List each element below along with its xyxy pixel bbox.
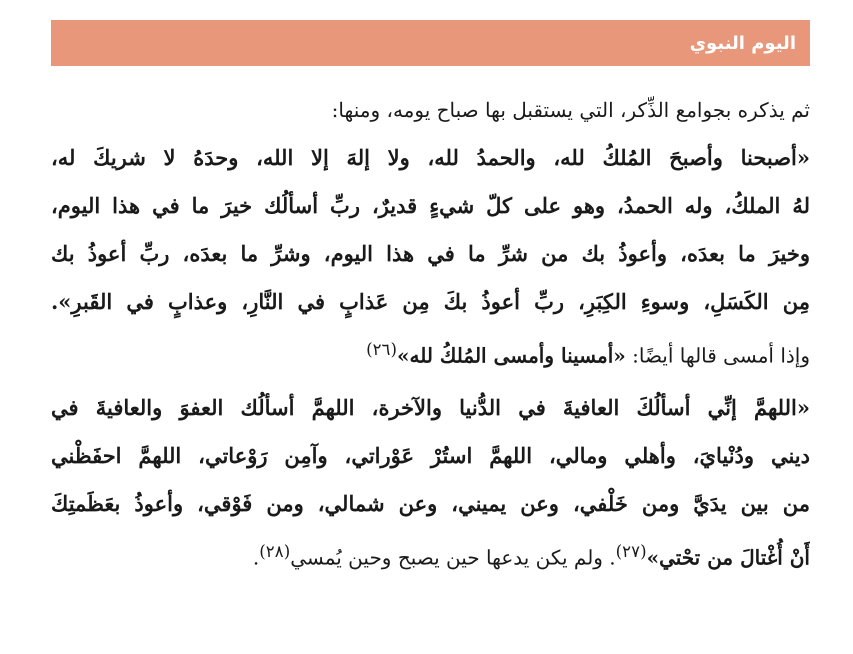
document-body [51,86,810,646]
paragraph1-intro: ثم يذكره بجوامع الذِّكر، التي يستقبل بها صباح يومه، ومنها: [331,98,810,122]
evening-quote: «أمسينا وأمسى المُلكُ لله» [397,343,626,368]
section-header-bar [51,20,810,66]
paragraph2-line-1: «اللهمَّ إنِّي أسألُكَ العافيةَ في الدُّنيا والآخرة، اللهمَّ أسألُك العفوَ والعافيةَ في [51,395,810,420]
paragraph2-line-2: ديني ودُنْيايَ، وأهلي ومالي، اللهمَّ استُرْ عَوْراتي، وآمِن رَوْعاتي، اللهمَّ احفَظْني [51,443,810,468]
paragraph2-last-line [51,528,810,576]
paragraph2-line-3: من بين يدَيَّ ومن خَلْفي، وعن يميني، وعن شمالي، ومن فَوْقي، وأعوذُ بعَظَمتِكَ [51,491,810,516]
last-quote: أَنْ أُغْتالَ من تحْتي» [646,545,810,570]
section-title: اليوم النبوي [689,32,796,54]
footnote-ref-26: (٢٦) [366,340,398,359]
footnote-ref-28: (٢٨) [259,542,291,561]
paragraph1-line-4: مِن الكَسَلِ، وسوءِ الكِبَرِ، ربِّ أعوذُ بكَ مِن عَذابٍ في النَّارِ، وعذابٍ في القَبرِ». [51,289,810,314]
final-period: . [252,545,260,570]
footnote-ref-27: (٢٧) [615,542,647,561]
paragraph-gap [51,374,810,384]
last-suffix: . ولم يكن يدعها حين يصبح وحين يُمسي [290,545,616,570]
paragraph1-line-3: وخيرَ ما بعدَه، وأعوذُ بك من شرِّ ما في هذا اليوم، وشرِّ ما بعدَه، ربِّ أعوذُ بك [51,241,810,266]
paragraph1-line-1: «أصبحنا وأصبحَ المُلكُ لله، والحمدُ لله، ولا إلهَ إلا الله، وحدَهُ لا شريكَ له، [51,145,810,170]
evening-line [51,326,810,374]
paragraph1-line-2: لهُ الملكُ، وله الحمدُ، وهو على كلّ شيءٍ قديرٌ، ربِّ أسألُك خيرَ ما في هذا اليوم، [51,193,810,218]
evening-prefix: وإذا أمسى قالها أيضًا: [625,343,810,368]
